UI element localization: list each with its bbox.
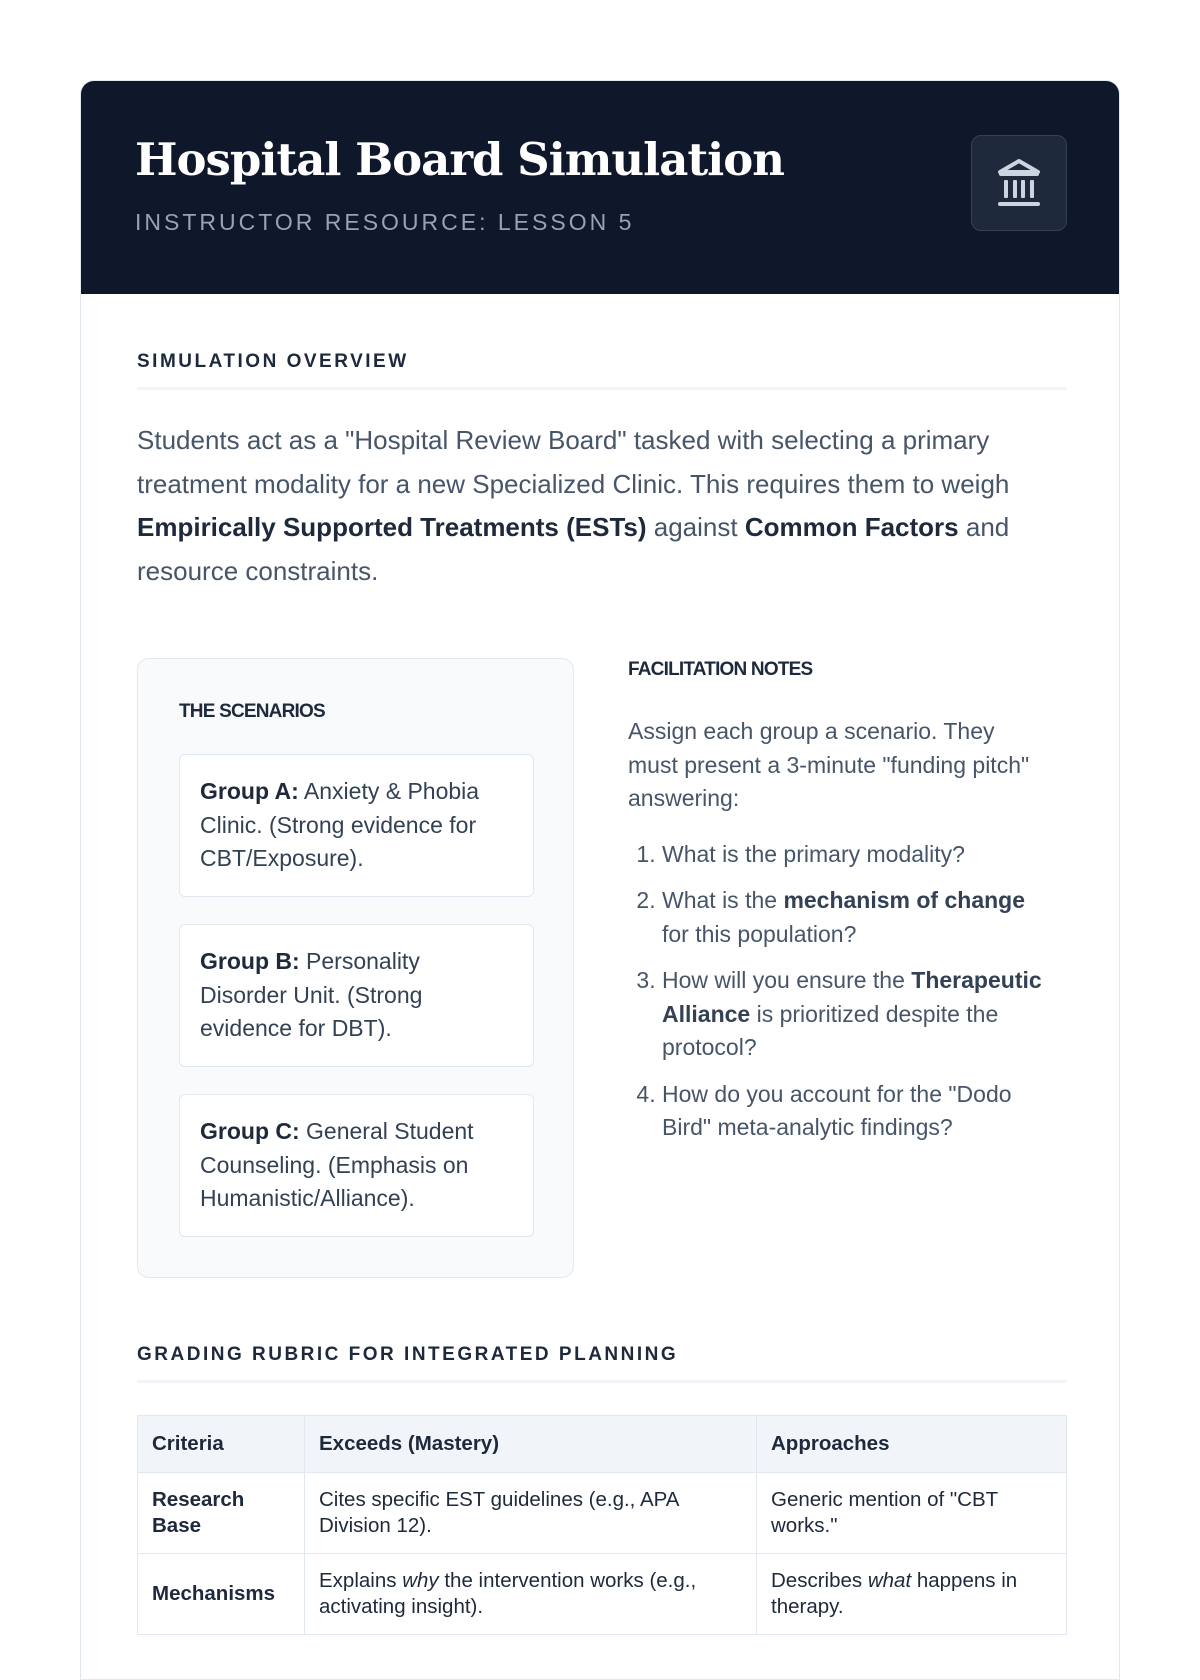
approaches-cell: Generic mention of "CBT works." <box>757 1473 1067 1554</box>
page-title: Hospital Board Simulation <box>135 133 784 186</box>
table-row <box>138 1473 1067 1554</box>
lesson-card <box>80 80 1120 1680</box>
scenarios-heading: THE SCENARIOS <box>179 701 325 722</box>
overview-heading: SIMULATION OVERVIEW <box>137 351 1067 390</box>
criteria-cell: Research Base <box>138 1473 305 1554</box>
question-item: 4. How do you account for the "Dodo Bird" meta-analytic findings? <box>662 1078 1048 1145</box>
rubric-heading: GRADING RUBRIC FOR INTEGRATED PLANNING <box>137 1344 1067 1383</box>
scenario-group-c: Group C: General Student Counseling. (Emphasis on Humanistic/Alliance). <box>179 1094 534 1237</box>
question-item: 1. What is the primary modality? <box>662 838 1048 872</box>
approaches-cell: Describes what happens in therapy. <box>757 1554 1067 1635</box>
column-header: Exceeds (Mastery) <box>305 1416 757 1473</box>
table-header-row <box>138 1416 1067 1473</box>
overview-text: Students act as a "Hospital Review Board" tasked with selecting a primary treatment modality for a new Specialized Clinic. This requires them to weigh Empirically Supported Treatments (ESTs) against Common Factors and resource constraints. <box>137 425 1010 586</box>
exceeds-cell: Cites specific EST guidelines (e.g., APA Division 12). <box>305 1473 757 1554</box>
institution-icon <box>971 135 1067 231</box>
facilitation-intro: Assign each group a scenario. They must present a 3-minute "funding pitch" answering: <box>628 718 1030 811</box>
column-header: Approaches <box>757 1416 1067 1473</box>
facilitation-notes <box>628 659 1048 1158</box>
header <box>81 81 1119 294</box>
rubric-table <box>137 1415 1067 1635</box>
question-item: 2. What is the mechanism of change for this population? <box>662 884 1048 951</box>
table-row <box>138 1554 1067 1635</box>
criteria-cell: Mechanisms <box>138 1554 305 1635</box>
scenario-group-a: Group A: Anxiety & Phobia Clinic. (Strong evidence for CBT/Exposure). <box>179 754 534 897</box>
exceeds-cell: Explains why the intervention works (e.g., activating insight). <box>305 1554 757 1635</box>
column-header: Criteria <box>138 1416 305 1473</box>
question-list <box>628 838 1048 1145</box>
scenarios-panel <box>137 658 574 1278</box>
question-item: 3. How will you ensure the Therapeutic Alliance is prioritized despite the protocol? <box>662 964 1048 1065</box>
scenario-group-b: Group B: Personality Disorder Unit. (Strong evidence for DBT). <box>179 924 534 1067</box>
facilitation-heading: FACILITATION NOTES <box>628 659 813 680</box>
page-subtitle: INSTRUCTOR RESOURCE: LESSON 5 <box>135 209 635 235</box>
